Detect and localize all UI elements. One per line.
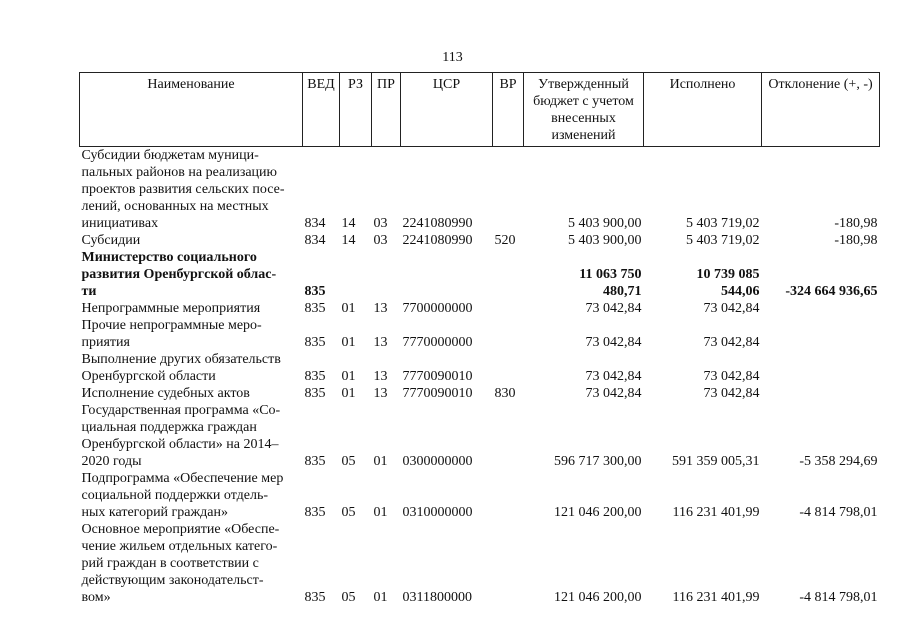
cell-deviation: -5 358 294,69 xyxy=(799,454,878,469)
cell-csr xyxy=(401,249,493,300)
table-row xyxy=(80,351,880,385)
cell-ved: 834 xyxy=(304,233,326,248)
cell-pr: 01 xyxy=(373,590,388,605)
cell-deviation xyxy=(762,317,880,351)
cell-vr xyxy=(493,249,524,300)
cell-deviation: -324 664 936,65 xyxy=(785,284,878,299)
cell-name: Субсидии бюджетам муници- пальных районов на реализацию проектов развития сельских посе- лений, основанных на местных инициативах xyxy=(81,148,285,231)
cell-deviation xyxy=(762,351,880,385)
cell-name: Субсидии xyxy=(81,233,141,248)
table-row xyxy=(80,300,880,317)
cell-executed: 591 359 005,31 xyxy=(672,454,760,469)
cell-ved: 835 xyxy=(304,590,326,605)
cell-csr: 0300000000 xyxy=(402,454,473,469)
header-rz: РЗ xyxy=(340,73,372,147)
table-body xyxy=(80,147,880,607)
cell-deviation xyxy=(762,300,880,317)
cell-rz: 14 xyxy=(341,233,356,248)
table-row xyxy=(80,232,880,249)
cell-approved: 11 063 750 480,71 xyxy=(579,267,642,299)
cell-vr xyxy=(493,317,524,351)
cell-pr: 03 xyxy=(373,216,388,231)
cell-pr: 13 xyxy=(373,335,388,350)
header-csr: ЦСР xyxy=(401,73,493,147)
cell-approved: 5 403 900,00 xyxy=(568,216,642,231)
header-ved: ВЕД xyxy=(303,73,340,147)
cell-rz: 05 xyxy=(341,454,356,469)
header-pr: ПР xyxy=(372,73,401,147)
cell-vr: 520 xyxy=(494,233,516,248)
cell-rz: 01 xyxy=(341,386,356,401)
cell-ved: 835 xyxy=(304,301,326,316)
cell-name: Прочие непрограммные меро- приятия xyxy=(81,318,262,350)
cell-vr xyxy=(493,521,524,606)
cell-rz: 01 xyxy=(341,335,356,350)
cell-name: Основное мероприятие «Обеспе- чение жильем отдельных катего- рий граждан в соответствии с действующим законодательст- вом» xyxy=(81,522,280,605)
cell-csr: 0310000000 xyxy=(402,505,473,520)
cell-pr: 13 xyxy=(373,301,388,316)
cell-approved: 5 403 900,00 xyxy=(568,233,642,248)
cell-approved: 596 717 300,00 xyxy=(554,454,642,469)
cell-name: Исполнение судебных актов xyxy=(81,386,250,401)
cell-name: Непрограммные мероприятия xyxy=(81,301,261,316)
cell-pr: 13 xyxy=(373,386,388,401)
header-approved: Утвержденный бюджет с учетом внесенных изменений xyxy=(524,73,644,147)
cell-executed: 116 231 401,99 xyxy=(672,505,760,520)
cell-rz: 14 xyxy=(341,216,356,231)
table-row xyxy=(80,521,880,606)
cell-executed: 73 042,84 xyxy=(703,369,760,384)
cell-vr xyxy=(493,351,524,385)
cell-executed: 5 403 719,02 xyxy=(686,216,760,231)
cell-vr xyxy=(493,402,524,470)
cell-deviation: -4 814 798,01 xyxy=(799,505,878,520)
cell-ved: 835 xyxy=(304,284,326,299)
cell-approved: 73 042,84 xyxy=(585,386,642,401)
cell-ved: 834 xyxy=(304,216,326,231)
cell-executed: 73 042,84 xyxy=(703,386,760,401)
cell-rz: 01 xyxy=(341,301,356,316)
table-header-row xyxy=(80,73,880,147)
cell-csr: 2241080990 xyxy=(402,216,473,231)
cell-approved: 121 046 200,00 xyxy=(554,590,642,605)
cell-deviation: -180,98 xyxy=(834,216,878,231)
cell-csr: 7700000000 xyxy=(402,301,473,316)
cell-executed: 73 042,84 xyxy=(703,335,760,350)
page-number: 113 xyxy=(442,50,463,65)
cell-vr xyxy=(493,470,524,521)
table-row xyxy=(80,147,880,233)
cell-rz xyxy=(340,249,372,300)
cell-pr: 01 xyxy=(373,505,388,520)
cell-deviation xyxy=(762,385,880,402)
cell-executed: 5 403 719,02 xyxy=(686,233,760,248)
header-name: Наименование xyxy=(80,73,303,147)
cell-ved: 835 xyxy=(304,454,326,469)
cell-pr: 03 xyxy=(373,233,388,248)
cell-csr: 7770000000 xyxy=(402,335,473,350)
cell-pr: 13 xyxy=(373,369,388,384)
cell-rz: 05 xyxy=(341,590,356,605)
cell-name: Министерство социального развития Оренбургской облас- ти xyxy=(81,250,277,299)
cell-name: Государственная программа «Со- циальная поддержка граждан Оренбургской области» на 2014– 2020 годы xyxy=(81,403,281,469)
cell-approved: 73 042,84 xyxy=(585,335,642,350)
cell-vr xyxy=(493,300,524,317)
table-row xyxy=(80,402,880,470)
cell-executed: 10 739 085 544,06 xyxy=(696,267,760,299)
cell-executed: 73 042,84 xyxy=(703,301,760,316)
cell-csr: 7770090010 xyxy=(402,369,473,384)
cell-executed: 116 231 401,99 xyxy=(672,590,760,605)
table-row xyxy=(80,249,880,300)
cell-approved: 73 042,84 xyxy=(585,369,642,384)
cell-vr xyxy=(493,147,524,233)
header-deviation: Отклонение (+, -) xyxy=(762,73,880,147)
header-vr: ВР xyxy=(493,73,524,147)
cell-ved: 835 xyxy=(304,386,326,401)
cell-approved: 121 046 200,00 xyxy=(554,505,642,520)
cell-csr: 7770090010 xyxy=(402,386,473,401)
cell-ved: 835 xyxy=(304,335,326,350)
table-row xyxy=(80,470,880,521)
cell-csr: 0311800000 xyxy=(402,590,472,605)
cell-deviation: -180,98 xyxy=(834,233,878,248)
cell-pr xyxy=(372,249,401,300)
cell-name: Подпрограмма «Обеспечение мер социальной поддержки отдель- ных категорий граждан» xyxy=(81,471,284,520)
cell-rz: 05 xyxy=(341,505,356,520)
cell-name: Выполнение других обязательств Оренбургской области xyxy=(81,352,281,384)
cell-pr: 01 xyxy=(373,454,388,469)
cell-vr: 830 xyxy=(494,386,516,401)
cell-ved: 835 xyxy=(304,505,326,520)
cell-ved: 835 xyxy=(304,369,326,384)
cell-deviation: -4 814 798,01 xyxy=(799,590,878,605)
budget-table xyxy=(79,72,880,606)
table-row xyxy=(80,317,880,351)
cell-rz: 01 xyxy=(341,369,356,384)
table-row xyxy=(80,385,880,402)
cell-csr: 2241080990 xyxy=(402,233,473,248)
header-executed: Исполнено xyxy=(644,73,762,147)
cell-approved: 73 042,84 xyxy=(585,301,642,316)
